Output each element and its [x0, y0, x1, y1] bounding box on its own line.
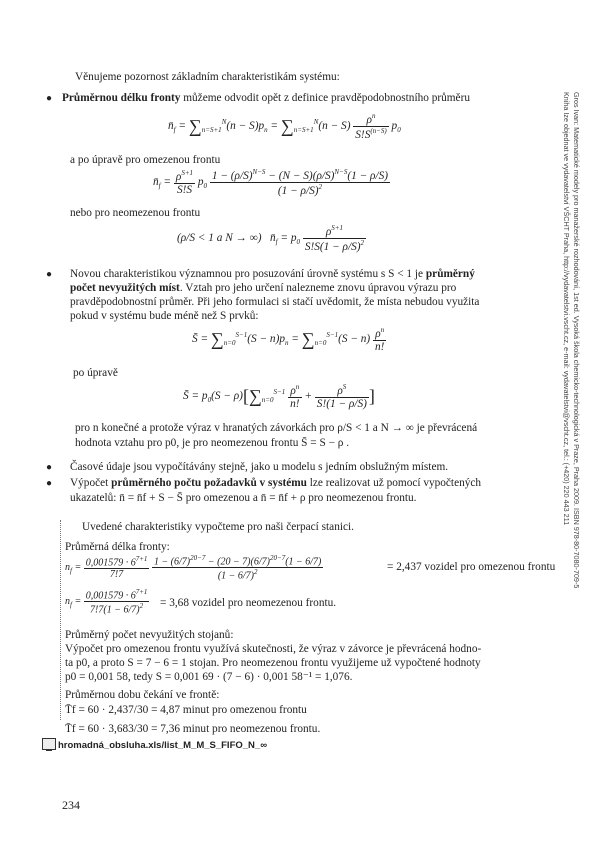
- b4-l1b: průměrného počtu požadavků v systému: [111, 477, 307, 489]
- bullet-icon: ●: [46, 478, 53, 489]
- example-queue-title: Průměrná délka fronty:: [65, 541, 170, 553]
- bullet-icon: ●: [46, 93, 53, 104]
- formula-idle-places-def: S̄ = $\sum_{n=0}^{S-1}(S - n)p_n = \sum_{n=0}^{S-1}(S - n)$ $\frac{\rho^n}{n!}$: [192, 326, 385, 353]
- b2-l2a: počet nevyužitých míst: [70, 282, 180, 294]
- spreadsheet-link[interactable]: hromadná_obsluha.xls/list_M_M_S_FIFO_N_∞: [58, 740, 267, 751]
- b1-after-1: a po úpravě pro omezenou frontu: [70, 154, 221, 166]
- computer-icon: [42, 738, 56, 750]
- b1-after-2: nebo pro neomezenou frontu: [70, 207, 201, 219]
- b4-line-1: [70, 476, 481, 490]
- formula-idle-places-simplified: S̄ = $p_0(S - \rho)[\sum_{n=0}^{S-1}$ $\frac{\rho^n}{n!}$ + $\frac{\rho^S}{S!(1 - \rho/S)}$ ]: [183, 383, 375, 410]
- b2-l2b: . Vztah pro jeho určení nalezneme znovu úpravou výrazu pro: [179, 282, 457, 294]
- example-wait-line-1: T̄f = 60 · 2,437/30 = 4,87 minut pro omezenou frontu: [65, 704, 307, 716]
- example-wait-title: Průměrnou dobu čekání ve frontě:: [65, 689, 220, 701]
- page-number: 234: [62, 798, 80, 812]
- bullet-1-rest: můžeme odvodit opět z definice pravděpodobnostního průměru: [180, 92, 470, 104]
- b2-line-4: pokud v systému bude méně než S prvků:: [70, 310, 259, 322]
- intro-text: Věnujeme pozornost základním charakteristikám systému:: [75, 71, 340, 83]
- formula-example-queue-bounded: $n_f$ = $\frac{0,001579 \cdot 6^{7+1}}{7!7}$ $\frac{1 - (6/7)^{20-7} - (20 - 7)(6/7)^{20-7}(1 - 6/7)}{(1 - 6/7)^2}$: [65, 554, 322, 582]
- example-margin-rule: [60, 520, 61, 720]
- formula-mean-queue-def: $n̄_f = \sum_{n=S+1}^N(n - S)p_n = \sum_{n=S+1}^N(n - S)$ $\frac{\rho^n}{S!S^{(n-S)}}$ $p_0$: [168, 112, 401, 141]
- b2-line-5: pro n konečné a protože výraz v hranatých závorkách pro ρ/S < 1 a N → ∞ je převrácená: [75, 422, 478, 434]
- example-title: Uvedené charakteristiky vypočteme pro naši čerpací stanici.: [82, 521, 354, 533]
- b2-line-2: [70, 281, 456, 295]
- citation-sidebar: [547, 92, 581, 589]
- formula-mean-queue-bounded: $n̄_f$ = $\frac{\rho^{S+1}}{S!S}$ $p_0$ $\frac{1 - (\rho/S)^{N-S} - (N - S)(\rho/S)^{N-S}(1 - \rho/S)}{(1 - \rho/S)^2}$: [153, 168, 388, 197]
- b2-line-3: pravděpodobnostní průměr. Při jeho formulaci si stačí uvědomit, že místa nebudou využita: [70, 296, 480, 308]
- example-wait-line-2: T̄f = 60 · 3,683/30 = 7,36 minut pro neomezenou frontu.: [65, 723, 321, 735]
- formula-mean-queue-unbounded: (ρ/S < 1 a N → ∞) $n̄_f = p_0$ $\frac{\rho^{S+1}}{S!S(1 - \rho/S)^2}$: [177, 224, 365, 253]
- b2-l1b: průměrný: [425, 268, 475, 280]
- bullet-icon: ●: [46, 462, 53, 473]
- b4-l1a: Výpočet: [70, 477, 112, 489]
- example-idle-line-2: ta p0, a proto S = 7 − 6 = 1 stojan. Pro neomezenou frontu využijeme už vypočtené hodnoty: [65, 657, 481, 669]
- formula-example-queue-unbounded: $n_f$ = $\frac{0,001579 \cdot 6^{7+1}}{7!7(1 - 6/7)^2}$: [65, 588, 148, 616]
- b2-line-6: hodnota vztahu pro p0, je pro neomezenou frontu S̄ = S − ρ .: [75, 437, 350, 449]
- b4-l1c: lze realizovat už pomocí vypočtených: [306, 477, 482, 489]
- example-idle-line-3: p0 = 0,001 58, tedy S = 0,001 69 · (7 − 6) · 0,001 58⁻¹ = 1,076.: [65, 671, 353, 683]
- example-queue-result-1: = 2,437 vozidel pro omezenou frontu: [387, 561, 556, 573]
- b4-line-2: ukazatelů: n̄ = n̄f + S − S̄ pro omezenou a n̄ = n̄f + ρ pro neomezenou frontu.: [70, 492, 417, 504]
- b2-line-1: [70, 267, 475, 281]
- example-idle-title: Průměrný počet nevyužitých stojanů:: [65, 629, 234, 641]
- citation-line-1: Gros Ivan: Matematické modely pro manažerské rozhodování, 1st ed. Vysoká škola chemicko-technologická v Praze, Praha 2009. ISBN 978-80-7080-709-5: [572, 92, 581, 589]
- example-idle-line-1: Výpočet pro omezenou frontu využívá skutečnosti, že výraz v závorce je převrácená hodno-: [65, 643, 482, 655]
- example-queue-result-2: = 3,68 vozidel pro neomezenou frontu.: [160, 597, 337, 609]
- b2-after-1: po úpravě: [73, 367, 118, 379]
- bullet-1-bold: Průměrnou délku fronty: [62, 92, 181, 104]
- bullet-icon: ●: [46, 269, 53, 280]
- citation-line-2: Kniha Ize objednat ve vydavatelství VŠCHT Praha, http://vydavatelstvi.vscht.cz, e-mail: vydavatelstvi@vscht.cz, tel.: (+420) 220 443 211: [562, 92, 571, 526]
- b3-text: Časové údaje jsou vypočítávány stejně, jako u modelu s jedním obslužným místem.: [70, 461, 449, 473]
- b2-l1a: Novou charakteristikou významnou pro posuzování úrovně systému s S < 1 je: [70, 268, 426, 280]
- bullet-1-text: [62, 91, 470, 105]
